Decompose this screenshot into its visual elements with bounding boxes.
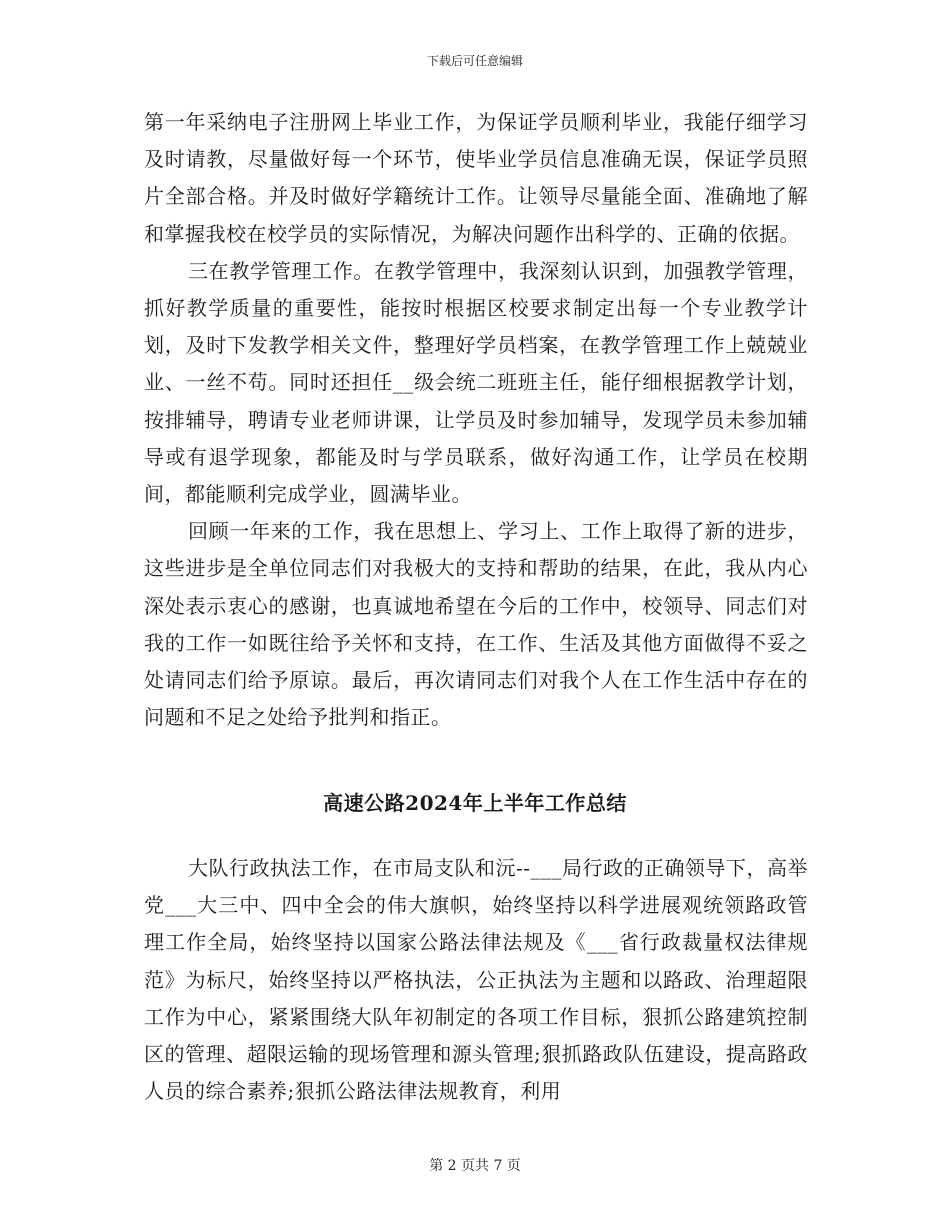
paragraph: 第一年采纳电子注册网上毕业工作，为保证学员顺利毕业，我能仔细学习及时请教，尽量做好每一个环节，使毕业学员信息准确无误，保证学员照片全部合格。并及时做好学籍统计工作。让领导尽量能全面、准确地了解和掌握我校在校学员的实际情况，为解决问题作出科学的、正确的依据。: [144, 110, 808, 246]
page-header: 下载后可任意编辑: [426, 54, 523, 68]
section-title: 高速公路2024年上半年工作总结: [323, 791, 627, 815]
paragraph: 大队行政执法工作，在市局支队和沅--___局行政的正确领导下，高举党___大三中、四中全会的伟大旗帜，始终坚持以科学进展观统领路政管理工作全局，始终坚持以国家公路法律法规及《___省行政裁量权法律规范》为标尺，始终坚持以严格执法，公正执法为主题和以路政、治理超限工作为中心，紧紧围绕大队年初制定的各项工作目标，狠抓公路建筑控制区的管理、超限运输的现场管理和源头管理;狠抓路政队伍建设，提高路政人员的综合素养;狠抓公路法律法规教育，利用: [144, 856, 809, 1104]
paragraph: 回顾一年来的工作，我在思想上、学习上、工作上取得了新的进步，这些进步是全单位同志们对我极大的支持和帮助的结果，在此，我从内心深处表示衷心的感谢，也真诚地希望在今后的工作中，校领导、同志们对我的工作一如既往给予关怀和支持，在工作、生活及其他方面做得不妥之处请同志们给予原谅。最后，再次请同志们对我个人在工作生活中存在的问题和不足之处给予批判和指正。: [144, 519, 808, 730]
section-one-body: [144, 104, 808, 736]
section-two-body: [144, 850, 808, 1110]
page-footer: 第 2 页共 7 页: [429, 1158, 521, 1174]
paragraph: 三在教学管理工作。在教学管理中，我深刻认识到，加强教学管理，抓好教学质量的重要性，能按时根据区校要求制定出每一个专业教学计划，及时下发教学相关文件，整理好学员档案，在教学管理工作上兢兢业业、一丝不苟。同时还担任__级会统二班班主任，能仔细根据教学计划，按排辅导，聘请专业老师讲课，让学员及时参加辅导，发现学员未参加辅导或有退学现象，都能及时与学员联系，做好沟通工作，让学员在校期间，都能顺利完成学业，圆满毕业。: [144, 258, 808, 507]
